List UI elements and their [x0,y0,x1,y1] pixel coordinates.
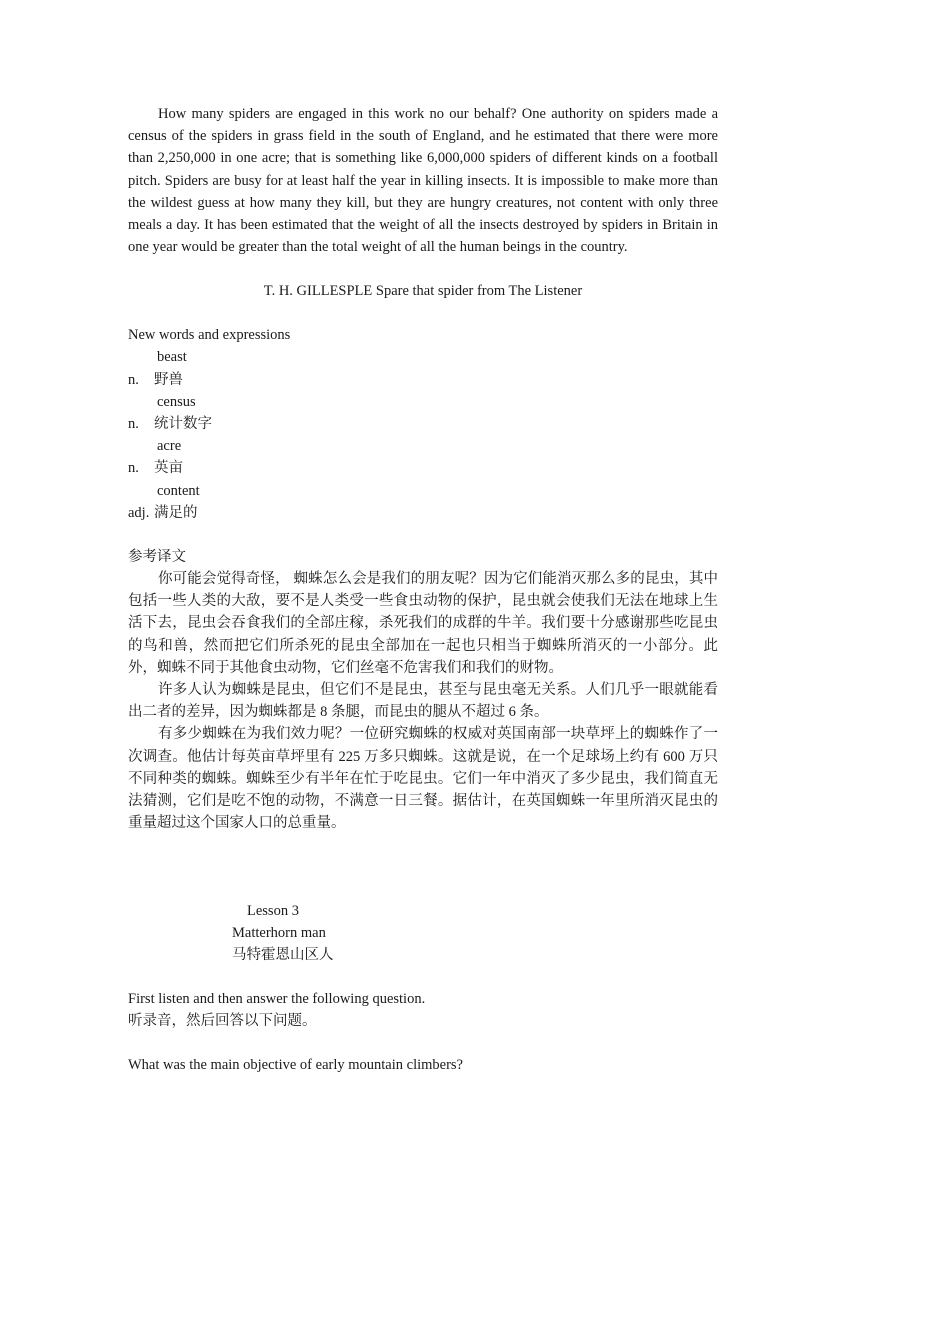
source-citation: T. H. GILLESPLE Spare that spider from The Listener [263,283,583,300]
vocab-pos: adj. [128,504,150,521]
vocab-word: beast [157,349,187,366]
translation-heading: 参考译文 [128,549,186,566]
vocab-meaning-text: 统计数字 [154,416,212,433]
lesson-title: Matterhorn man [232,925,326,942]
instruction-english: First listen and then answer the following question. [128,991,426,1008]
document-page [128,103,718,1076]
new-words-heading: New words and expressions [128,327,291,344]
vocab-pos: n. [128,460,139,477]
vocab-meaning [128,502,718,524]
vocab-meaning [128,457,718,479]
vocab-meaning-text: 野兽 [154,371,183,388]
vocab-pos: n. [128,371,139,388]
vocab-meaning [128,413,718,435]
vocab-pos: n. [128,416,139,433]
lesson-number: Lesson 3 [247,903,299,920]
vocab-word: content [157,482,200,499]
vocab-meaning-text: 满足的 [154,504,198,521]
vocab-word: census [157,393,196,410]
lesson-header [128,900,718,966]
vocab-word: acre [157,438,182,455]
vocabulary-list [128,346,718,524]
vocab-meaning [128,369,718,391]
lesson-title-chinese: 马特霍恩山区人 [232,947,334,964]
comprehension-question: What was the main objective of early mountain climbers? [128,1057,463,1074]
english-passage: How many spiders are engaged in this work no our behalf? One authority on spiders made a census of the spiders in grass field in the south of England, and he estimated that there were more than 2,250,000 in one acre; that is something like 6,000,000 spiders of different kinds on a football pitch. Spiders are busy for at least half the year in killing insects. It is impossible to make more than the wildest guess at how many they kill, but they are hungry creatures, not content with only three meals a day. It has been estimated that the weight of all the insects destroyed by spiders in Britain in one year would be greater than the total weight of all the human beings in the country. [128,106,718,256]
translation-paragraph: 你可能会觉得奇怪， 蜘蛛怎么会是我们的朋友呢？因为它们能消灭那么多的昆虫，其中包括一些人类的大敌，要不是人类受一些食虫动物的保护，昆虫就会使我们无法在地球上生活下去，昆虫会吞食我们的全部庄稼，杀死我们的成群的牛羊。我们要十分感谢那些吃昆虫的鸟和兽，然而把它们所杀死的昆虫全部加在一起也只相当于蜘蛛所消灭的一小部分。此外，蜘蛛不同于其他食虫动物，它们丝毫不危害我们和我们的财物。 [128,571,718,676]
instruction-chinese: 听录音，然后回答以下问题。 [128,1013,317,1030]
vocab-meaning-text: 英亩 [154,460,183,477]
translation-paragraph: 有多少蜘蛛在为我们效力呢？一位研究蜘蛛的权威对英国南部一块草坪上的蜘蛛作了一次调查。他估计每英亩草坪里有 225 万多只蜘蛛。这就是说，在一个足球场上约有 600 万只不同种类的蜘蛛。蜘蛛至少有半年在忙于吃昆虫。它们一年中消灭了多少昆虫，我们简直无法猜测，它们是吃不饱的动物，不满意一日三餐。据估计，在英国蜘蛛一年里所消灭昆虫的重量超过这个国家人口的总重量。 [128,726,718,832]
translation-paragraph: 许多人认为蜘蛛是昆虫，但它们不是昆虫，甚至与昆虫毫无关系。人们几乎一眼就能看出二者的差异，因为蜘蛛都是 8 条腿，而昆虫的腿从不超过 6 条。 [128,682,718,721]
